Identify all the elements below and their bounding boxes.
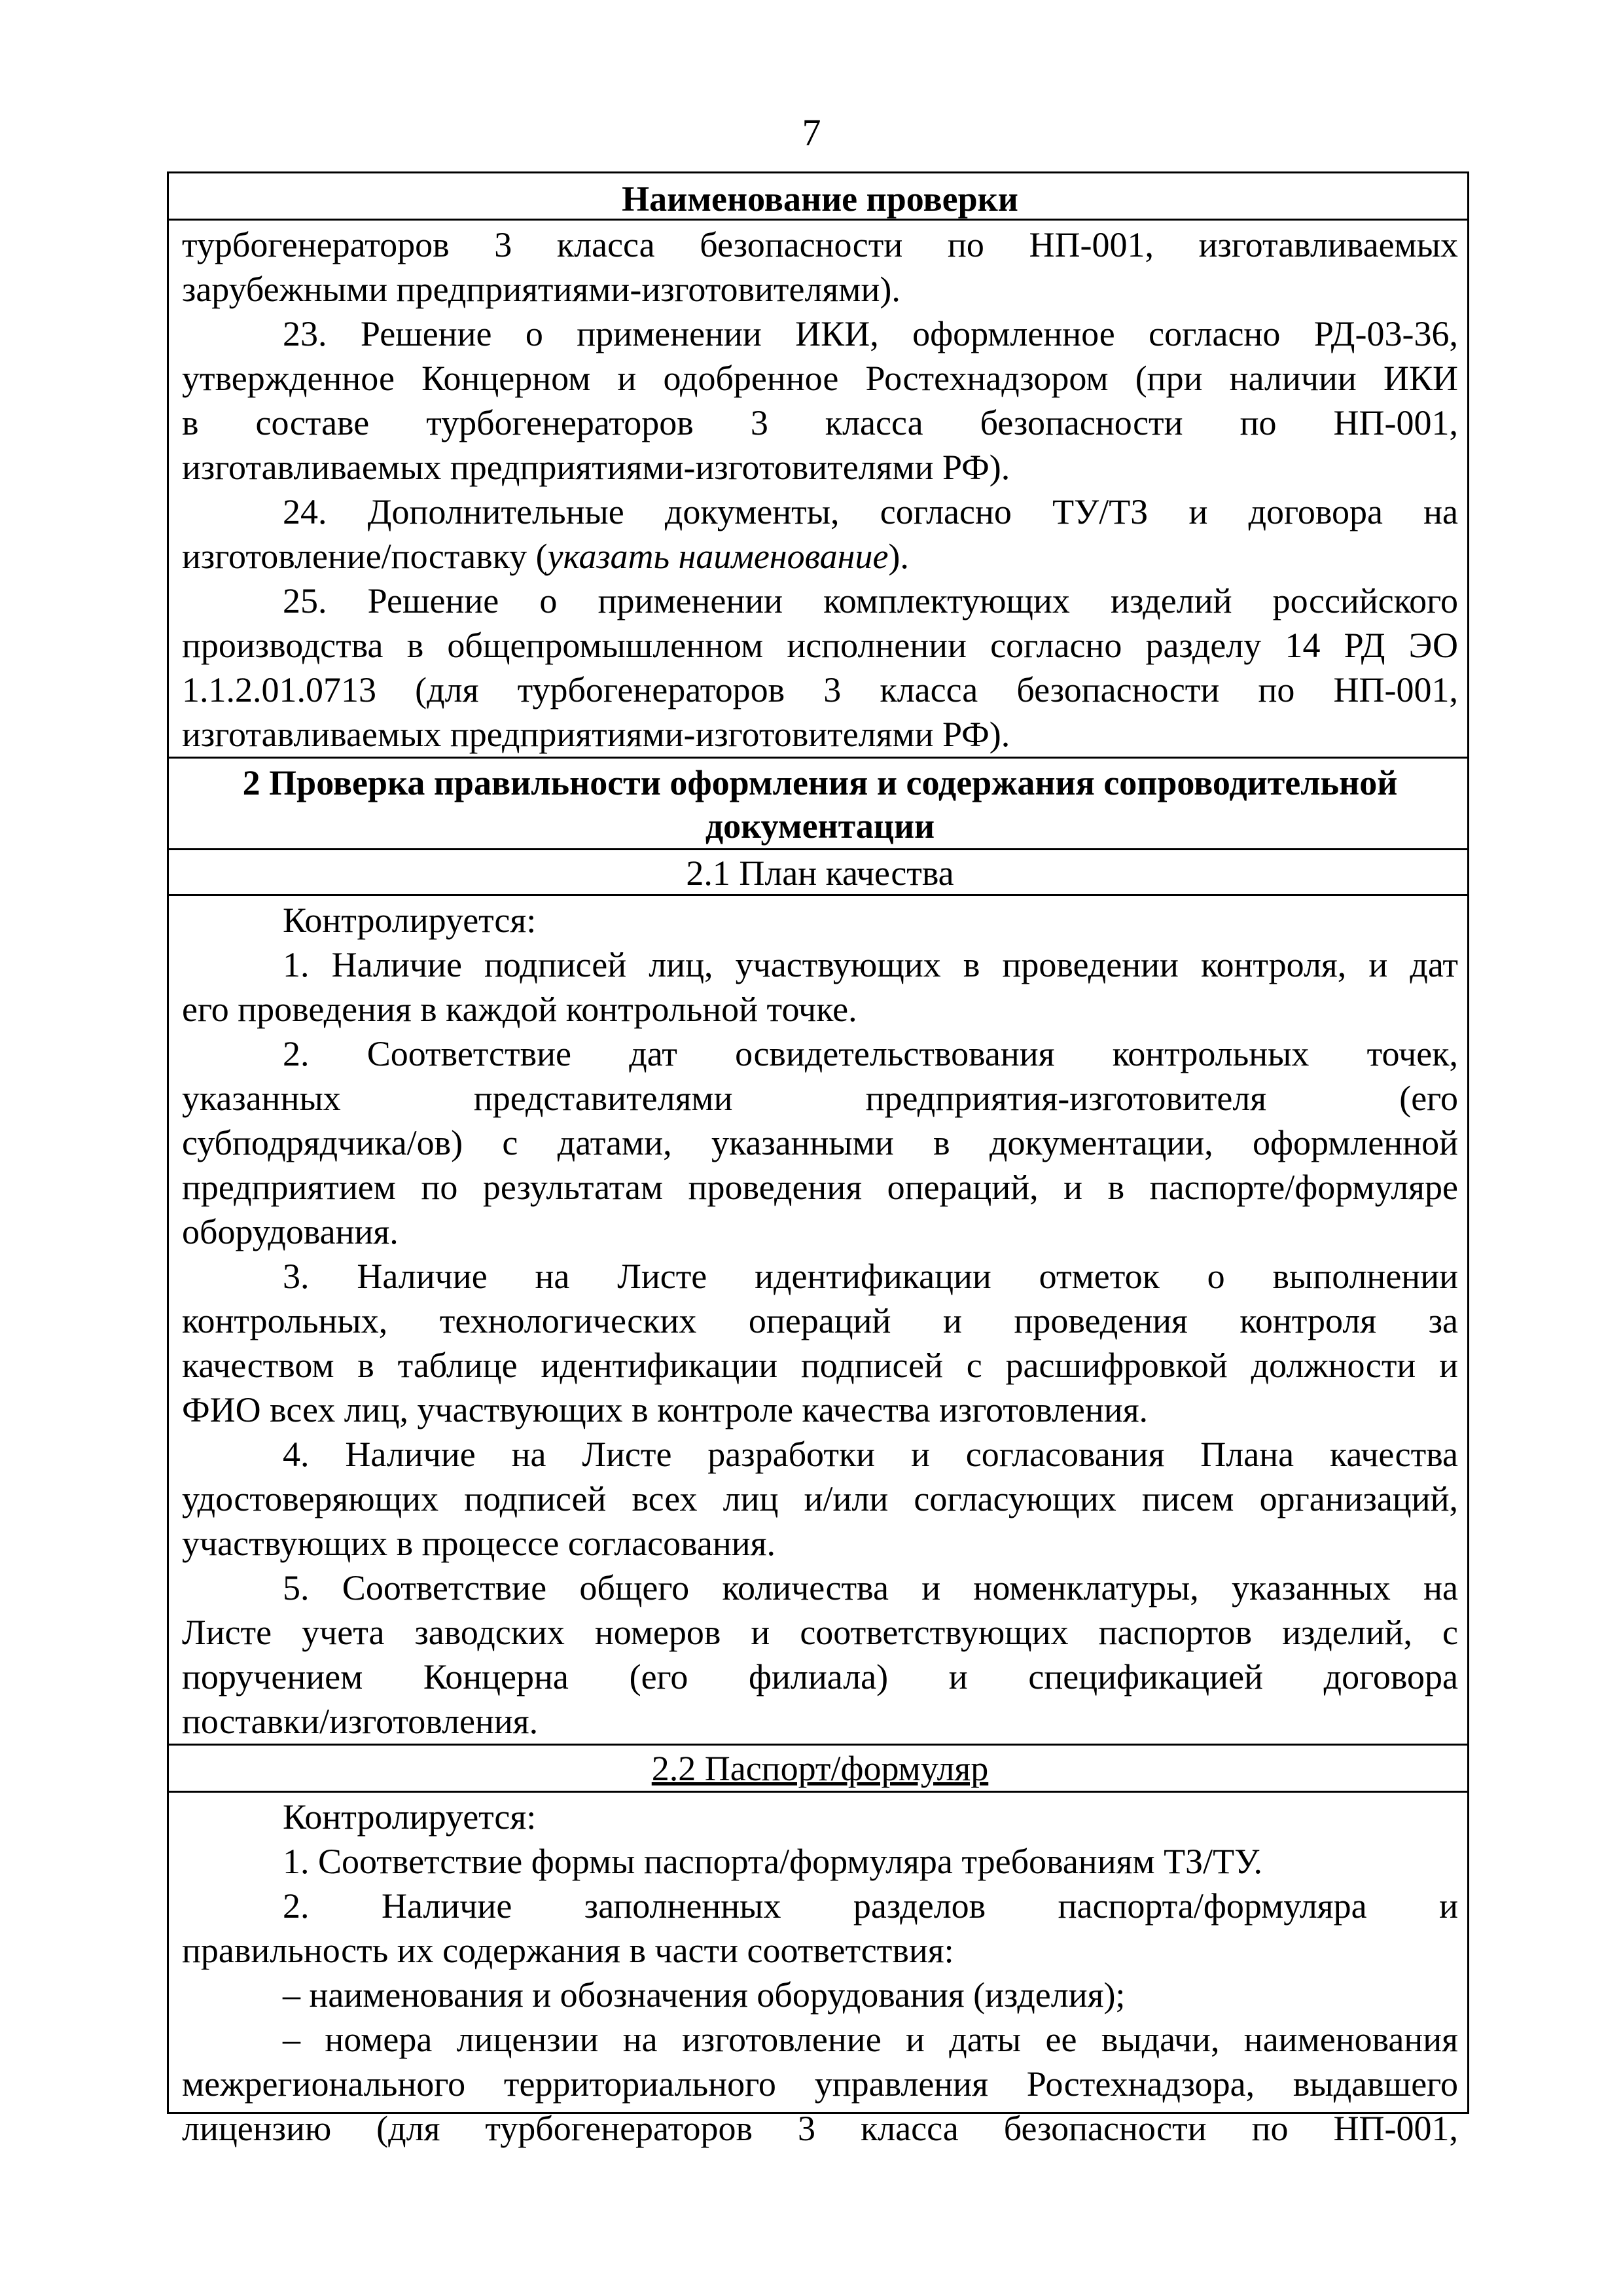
sub21-line: субподрядчика/ов) с датами, указанными в документации, оформленной (182, 1123, 1458, 1162)
section1-item-25: 25. Решение о применении комплектующих изделий российского (283, 581, 1458, 620)
sub21-line: указанных представителями предприятия-изготовителя (его (182, 1079, 1458, 1118)
sub21-title-divider (169, 894, 1467, 896)
sub21-line: поставки/изготовления. (182, 1702, 539, 1741)
sub21-line: качеством в таблице идентификации подписей с расшифровкой должности и (182, 1346, 1458, 1385)
sub21-line: ФИО всех лиц, участвующих в контроле качества изготовления. (182, 1390, 1149, 1429)
sub21-item-5: 5. Соответствие общего количества и номенклатуры, указанных на (283, 1568, 1458, 1607)
section1-bottom-border (169, 757, 1467, 759)
sub22-line: правильность их содержания в части соответствия: (182, 1931, 954, 1970)
sub21-line: участвующих в процессе согласования. (182, 1524, 776, 1563)
sub21-line: Контролируется: (283, 901, 537, 940)
sub21-line: контрольных, технологических операций и проведения контроля за (182, 1301, 1458, 1340)
section1-line: изготавливаемых предприятиями-изготовителями РФ). (182, 715, 1010, 754)
section1-line: изготавливаемых предприятиями-изготовителями РФ). (182, 448, 1010, 487)
sub21-title: 2.1 План качества (686, 853, 954, 893)
sub21-item-4: 4. Наличие на Листе разработки и согласования Плана качества (283, 1435, 1458, 1474)
sub21-bottom-border (169, 1744, 1467, 1746)
section1-line: зарубежными предприятиями-изготовителями). (182, 270, 901, 309)
table-top-border (169, 171, 1467, 173)
sub21-line: Листе учета заводских номеров и соответствующих паспортов изделий, с (182, 1613, 1458, 1652)
section1-line: турбогенераторов 3 класса безопасности по НП-001, изготавливаемых (182, 225, 1458, 264)
section1-line: 1.1.2.01.0713 (для турбогенераторов 3 класса безопасности по НП-001, (182, 670, 1458, 709)
section1-italic-text: указать наименование (547, 537, 889, 576)
page-number: 7 (802, 111, 821, 154)
sub22-line: лицензию (для турбогенераторов 3 класса безопасности по НП-001, (182, 2109, 1458, 2148)
sub22-item-2: 2. Наличие заполненных разделов паспорта/формуляра и (283, 1886, 1458, 1926)
section1-text: изготовление/поставку ( (182, 537, 548, 576)
section2-title-divider (169, 848, 1467, 850)
section1-text: ). (888, 537, 909, 576)
section1-item-23: 23. Решение о применении ИКИ, оформленное согласно РД-03-36, (283, 314, 1458, 353)
sub22-title-text: 2.2 Паспорт/формуляр (651, 1749, 989, 1788)
sub22-item-1: 1. Соответствие формы паспорта/формуляра требованиям ТЗ/ТУ. (283, 1842, 1263, 1881)
sub21-line: предприятием по результатам проведения операций, и в паспорте/формуляре (182, 1168, 1458, 1207)
section1-line: производства в общепромышленном исполнении согласно разделу 14 РД ЭО (182, 626, 1458, 665)
sub21-item-2: 2. Соответствие дат освидетельствования контрольных точек, (283, 1034, 1458, 1073)
sub21-line: его проведения в каждой контрольной точке. (182, 990, 857, 1029)
section1-line: утвержденное Концерном и одобренное Ростехнадзором (при наличии ИКИ (182, 359, 1458, 398)
sub22-title (182, 1746, 1458, 1791)
section2-title: документации (705, 806, 935, 846)
sub21-item-1: 1. Наличие подписей лиц, участвующих в проведении контроля, и дат (283, 945, 1458, 984)
sub21-item-3: 3. Наличие на Листе идентификации отметок о выполнении (283, 1257, 1458, 1296)
check-table (167, 171, 1469, 2148)
sub21-line: поручением Концерна (его филиала) и спецификацией договора (182, 1657, 1458, 1696)
section2-title: 2 Проверка правильности оформления и содержания сопроводительной (242, 763, 1398, 802)
sub22-dash-item: – номера лицензии на изготовление и даты ее выдачи, наименования (283, 2020, 1458, 2059)
section1-item-24: 24. Дополнительные документы, согласно ТУ/ТЗ и договора на (283, 492, 1458, 531)
section1-line: в составе турбогенераторов 3 класса безопасности по НП-001, (182, 403, 1458, 442)
table-header-title: Наименование проверки (622, 179, 1018, 219)
section1-line (182, 534, 1458, 579)
sub22-line: межрегионального территориального управления Ростехнадзора, выдавшего (182, 2064, 1458, 2104)
sub22-dash-item: – наименования и обозначения оборудования (изделия); (283, 1975, 1126, 2015)
sub22-line: Контролируется: (283, 1797, 537, 1837)
sub21-line: удостоверяющих подписей всех лиц и/или согласующих писем организаций, (182, 1479, 1458, 1518)
header-divider (169, 219, 1467, 221)
sub22-title-divider (169, 1791, 1467, 1793)
sub21-line: оборудования. (182, 1212, 399, 1251)
